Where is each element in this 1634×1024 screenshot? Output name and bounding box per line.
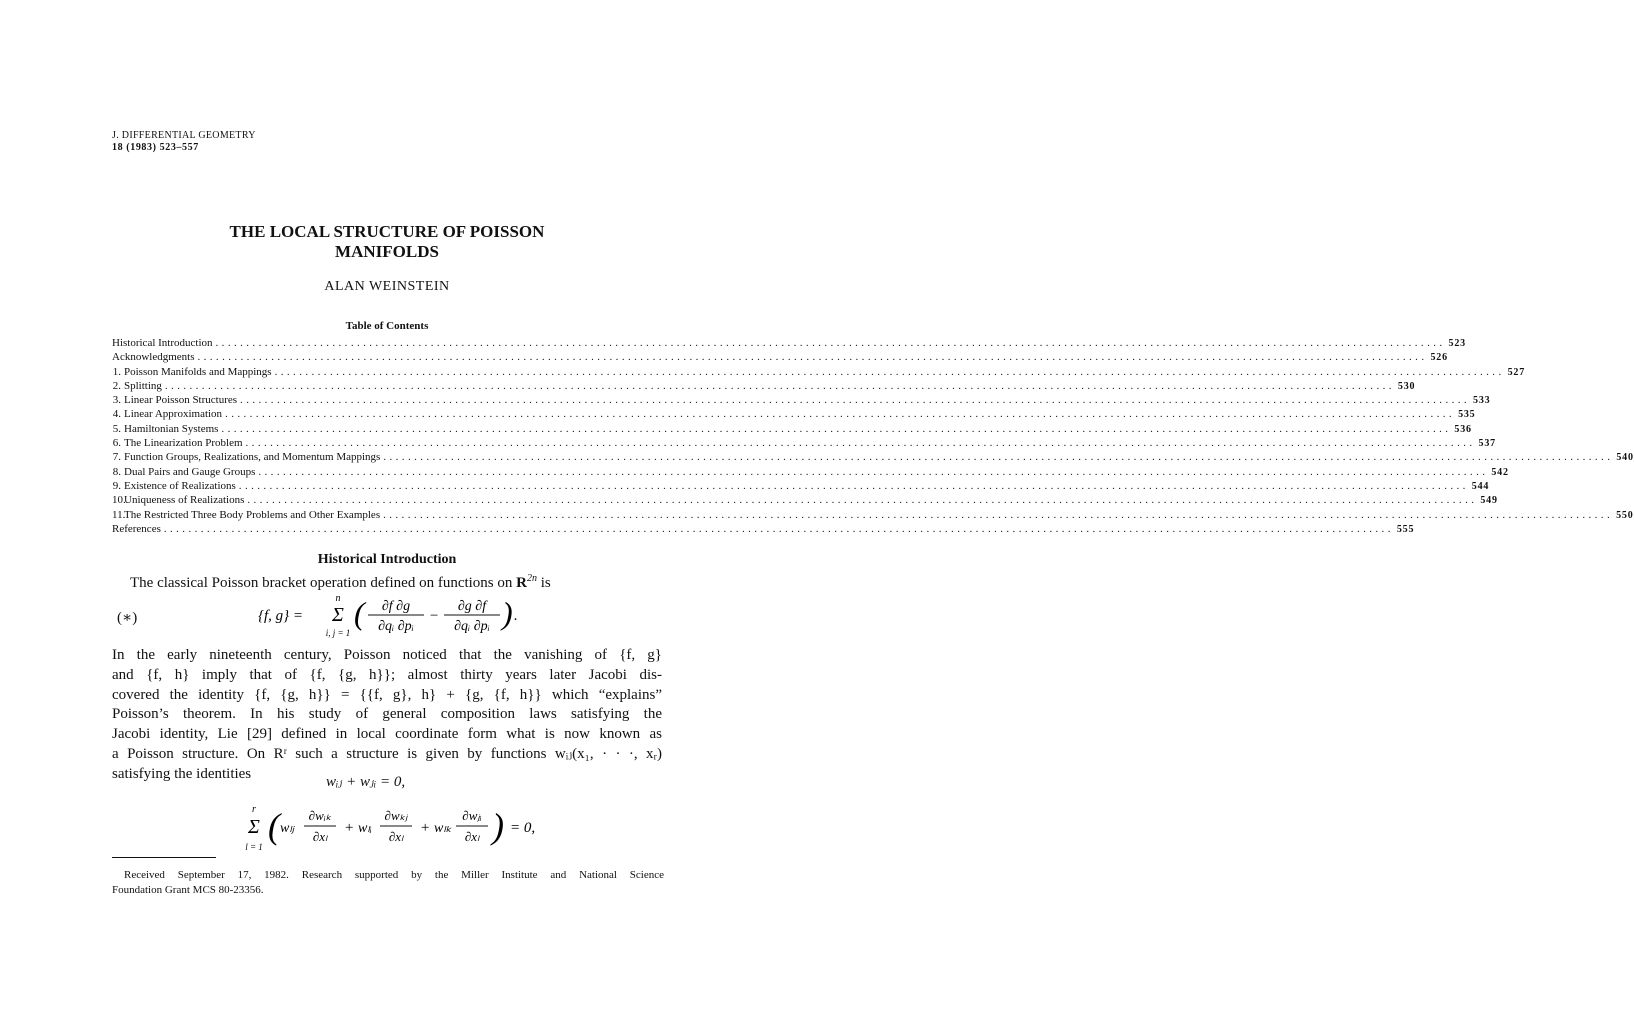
eq1-left-paren: ( [354,595,365,631]
toc-entry-page: 549 [1480,495,1498,507]
toc-entry-label [112,522,161,536]
eq1-frac1-den: ∂qᵢ ∂pᵢ [378,619,414,634]
eq1-frac2-den: ∂qᵢ ∂pᵢ [454,619,490,634]
toc-entry-page: 526 [1430,352,1448,364]
eq3-tail: = 0, [510,820,536,836]
intro-space-exponent: 2n [527,573,537,584]
toc-entry-page: 527 [1507,366,1525,378]
eq3-sum-symbol: Σ [248,816,260,838]
eq1-sum-top: n [335,593,341,604]
toc-leader-dots: ........................................................................................................................................................................................................ [383,508,1614,521]
toc-entry-label [112,379,162,393]
toc-leader-dots: ........................................................................................................................................................................................................ [258,465,1489,478]
toc-entry-label [112,393,237,407]
toc-entry-label [112,422,218,436]
toc-entry[interactable] [112,465,1509,479]
toc-entry-label [112,336,213,350]
toc-entry[interactable] [112,350,1448,364]
toc-leader-dots: ........................................................................................................................................................................................................ [238,479,1469,492]
toc-entry-page: 523 [1448,338,1466,349]
eq3-sum-bottom: l = 1 [245,842,263,852]
toc-entry-text: Uniqueness of Realizations [124,494,245,507]
toc-entry-text: References [112,522,161,535]
eq3-right-paren: ) [492,806,504,846]
toc-entry[interactable] [112,436,1496,450]
toc-entry[interactable] [112,365,1525,379]
paragraph-line: In the early nineteenth century, Poisson noticed that the vanishing of {f, g} [112,647,662,663]
toc-entry-text: The Linearization Problem [124,437,243,450]
eq3-term2-num: ∂wₖⱼ [384,808,408,823]
toc-leader-dots: ........................................................................................................................................................................................................ [163,522,1394,535]
toc-entry[interactable] [112,393,1491,407]
toc-entry-number: 9. [112,479,121,492]
intro-text: The classical Poisson bracket operation defined on functions on [130,575,517,591]
toc-entry-page: 535 [1458,409,1476,421]
eq3-sum-top: r [252,804,256,815]
paragraph-line: a Poisson structure. On Rʳ such a structure is given by functions wᵢⱼ(x₁, · · ·, xᵣ) [112,745,662,762]
toc-entry-label [112,508,380,522]
toc-leader-dots: ........................................................................................................................................................................................................ [274,365,1505,378]
journal-volume: 18 (1983) 523–557 [112,142,199,153]
eq3-term3-coef: wₗₖ [434,821,452,836]
toc-entry-page: 544 [1471,480,1490,492]
toc-entry-page: 537 [1478,438,1496,450]
toc-entry-page: 550 [1616,509,1634,521]
toc-entry-text: Existence of Realizations [124,479,236,492]
footnote-rule [112,857,216,858]
antisymmetry-equation: wᵢⱼ + wⱼᵢ = 0, [326,774,406,790]
toc-entry[interactable] [112,508,1634,522]
eq3-term2-coef: wₗᵢ [358,821,372,836]
toc-entry[interactable] [112,450,1634,464]
eq1-right-paren: ) [502,595,513,631]
toc-entry-number: 6. [112,437,121,450]
paragraph-line: Jacobi identity, Lie [29] defined in local coordinate form what is now known as [112,726,662,743]
toc-entry-page: 542 [1491,466,1509,478]
toc-entry[interactable] [112,493,1498,507]
toc-leader-dots: ........................................................................................................................................................................................................ [164,379,1395,392]
eq1-minus: − [428,608,440,624]
toc-entry-number: 5. [112,422,121,435]
toc-entry-text: Acknowledgments [112,351,195,364]
toc-entry[interactable] [112,479,1490,493]
toc-entry-label [112,479,236,493]
toc-entry-page: 555 [1396,523,1415,535]
toc-entry[interactable] [112,379,1416,393]
toc-entry-label [112,465,255,479]
eq3-term1-den: ∂xₗ [312,829,328,844]
toc-entry-label [112,450,380,464]
intro-paragraph [112,646,662,785]
toc-entry-text: Linear Poisson Structures [124,394,238,407]
eq1-lhs: {f, g} = [258,608,304,624]
eq1-sum-bottom: i, j = 1 [325,628,351,638]
title-line-1: THE LOCAL STRUCTURE OF POISSON [229,222,545,241]
intro-space-symbol: R [516,575,527,591]
toc-entry-text: Linear Approximation [124,408,223,421]
journal-name: J. DIFFERENTIAL GEOMETRY [112,130,256,141]
eq1-tail: . [514,608,518,624]
jacobi-identity-equation [240,800,560,856]
toc-entry-text: Historical Introduction [112,337,213,349]
footnote [112,868,664,898]
toc-leader-dots: ........................................................................................................................................................................................................ [225,408,1456,421]
toc-entry-number: 10. [112,494,126,507]
toc-leader-dots: ........................................................................................................................................................................................................ [215,337,1446,349]
eq3-left-paren: ( [268,806,280,846]
toc-entry-label [112,407,222,421]
toc-heading: Table of Contents [345,320,429,332]
paragraph-line: satisfying the identities [112,765,252,782]
toc-entry-text: The Restricted Three Body Problems and Other Examples [124,508,381,521]
table-of-contents [112,336,1634,536]
toc-leader-dots: ........................................................................................................................................................................................................ [383,451,1614,464]
paper-title [112,222,662,262]
toc-entry-text: Function Groups, Realizations, and Momentum Mappings [124,451,381,464]
author-name: ALAN WEINSTEIN [324,279,450,294]
eq1-frac1-num: ∂f ∂g [381,599,411,614]
toc-entry[interactable] [112,522,1415,536]
toc-entry-text: Hamiltonian Systems [124,422,219,435]
toc-entry-number: 8. [112,465,121,478]
journal-header [112,130,256,154]
eq3-term3-num: ∂wⱼᵢ [462,808,482,823]
eq3-term3-den: ∂xₗ [464,829,480,844]
toc-entry-text: Poisson Manifolds and Mappings [124,365,272,378]
toc-entry-label [112,365,272,379]
toc-entry-page: 533 [1473,395,1491,407]
toc-leader-dots: ........................................................................................................................................................................................................ [197,351,1428,364]
toc-leader-dots: ........................................................................................................................................................................................................ [240,394,1471,407]
eq3-term1-coef: wₗⱼ [280,821,295,836]
paragraph-line: covered the identity {f, {g, h}} = {{f, g}, h} + {g, {f, h}} which “explains” [112,686,662,703]
toc-entry-label [112,436,243,450]
toc-entry-number: 2. [112,379,121,392]
footnote-line-1: Received September 17, 1982. Research supported by the Miller Institute and National Science [124,869,664,881]
eq3-plus-2: + [420,820,431,836]
toc-leader-dots: ........................................................................................................................................................................................................ [245,437,1476,450]
equation-label: (∗) [117,610,138,626]
toc-entry-number: 7. [112,451,121,464]
title-line-2: MANIFOLDS [335,242,439,261]
toc-entry-number: 3. [112,394,121,407]
toc-entry-page: 540 [1616,452,1634,464]
poisson-bracket-equation [258,590,558,640]
eq3-term1-num: ∂wᵢₖ [308,808,332,823]
toc-entry-text: Splitting [124,379,162,392]
toc-leader-dots: ........................................................................................................................................................................................................ [247,494,1478,507]
intro-tail: is [537,575,551,591]
eq3-plus-1: + [344,820,355,836]
eq1-sum-symbol: Σ [332,604,344,626]
toc-entry-number: 1. [112,365,121,378]
toc-entry-number: 11. [112,508,126,521]
toc-entry-page: 536 [1454,423,1472,435]
paragraph-line: Poisson’s theorem. In his study of general composition laws satisfying the [112,706,662,723]
eq1-frac2-num: ∂g ∂f [457,599,487,614]
toc-entry-label [112,350,194,364]
section-heading: Historical Introduction [317,552,457,567]
toc-leader-dots: ........................................................................................................................................................................................................ [221,422,1452,435]
toc-entry-number: 4. [112,408,121,421]
toc-entry-label [112,493,244,507]
toc-entry[interactable] [112,336,1466,350]
footnote-line-2: Foundation Grant MCS 80-23356. [112,884,264,896]
toc-entry-page: 530 [1397,380,1416,392]
eq3-term2-den: ∂xₗ [388,829,404,844]
toc-entry[interactable] [112,407,1476,421]
toc-entry[interactable] [112,422,1472,436]
toc-entry-text: Dual Pairs and Gauge Groups [124,465,256,478]
paragraph-line: and {f, h} imply that of {f, {g, h}}; almost thirty years later Jacobi dis- [112,666,662,683]
